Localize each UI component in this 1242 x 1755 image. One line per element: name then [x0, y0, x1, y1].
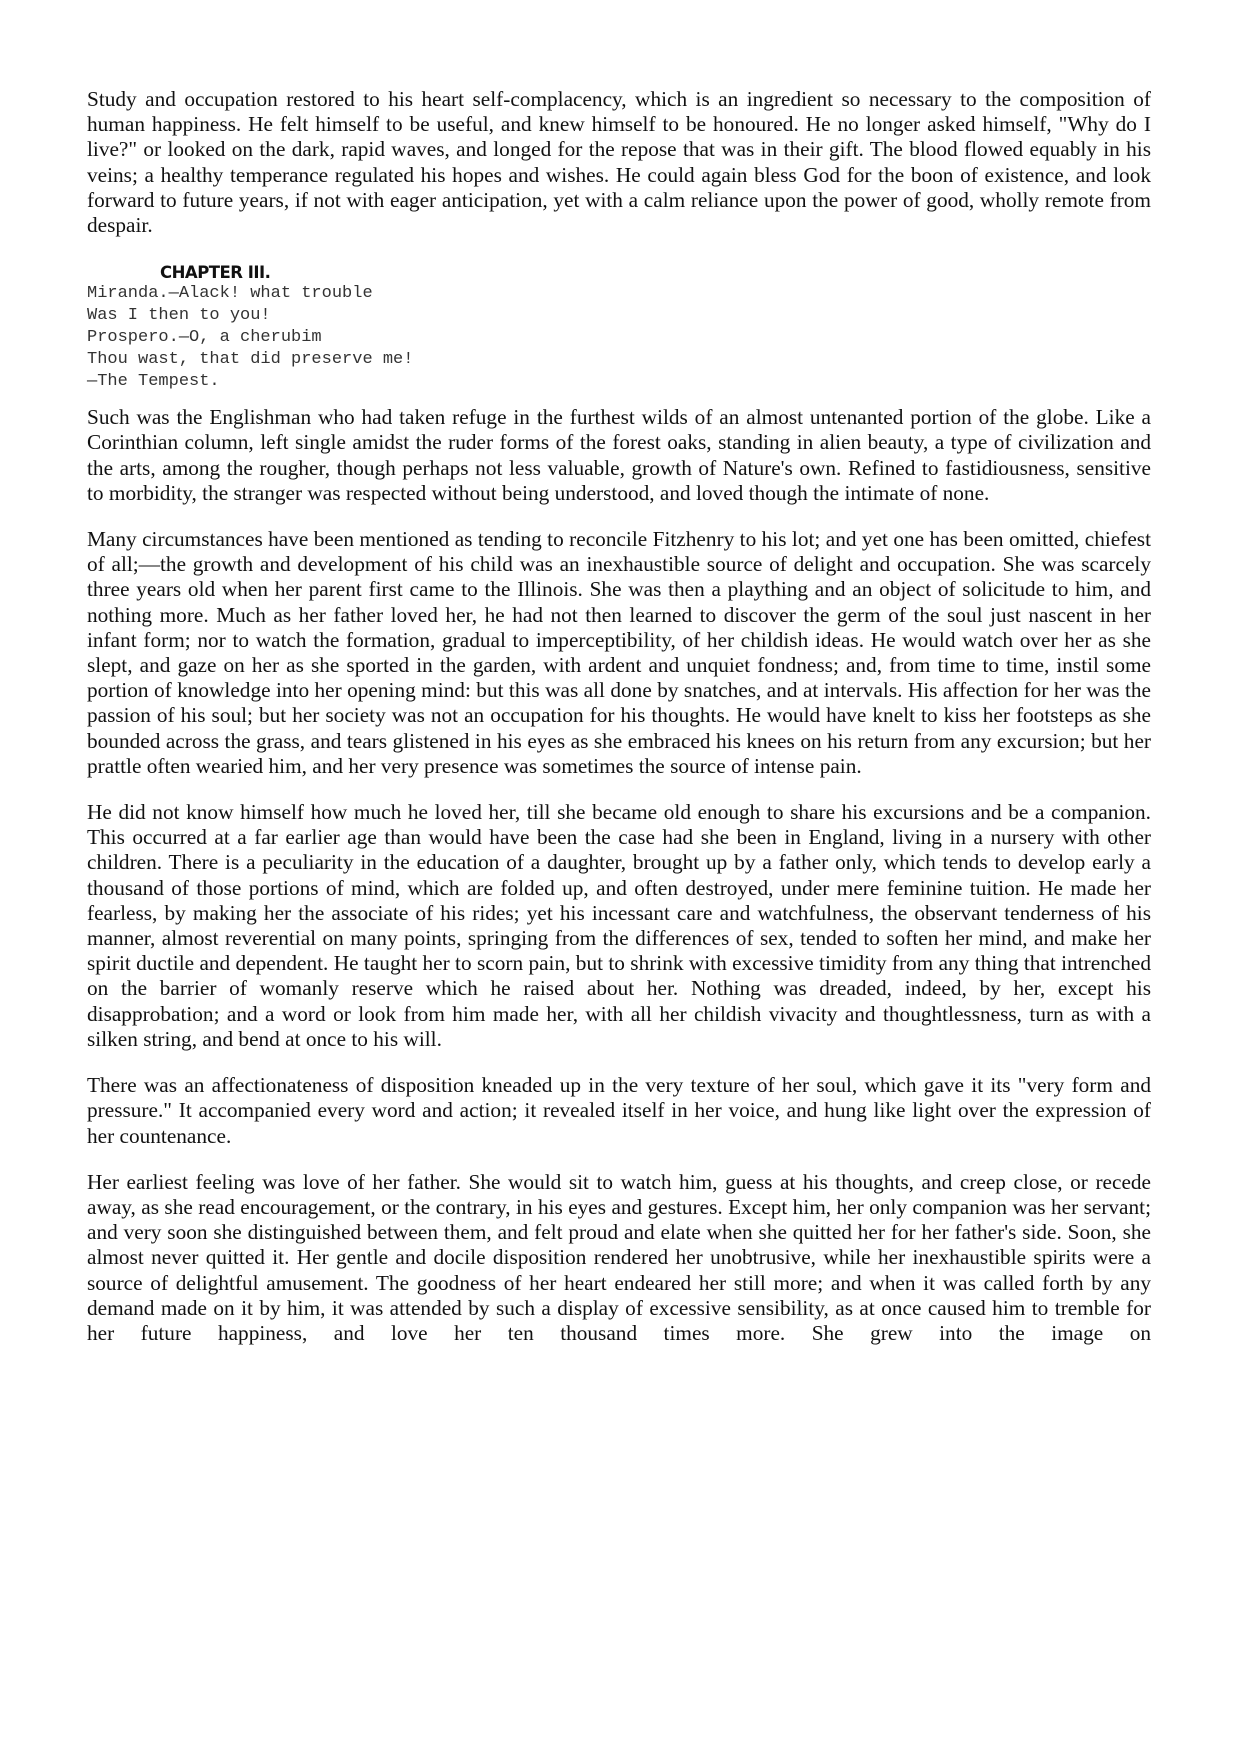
document-page [87, 87, 1151, 1367]
epigraph-line: Miranda.—Alack! what trouble [87, 284, 373, 304]
paragraph: Such was the Englishman who had taken refuge in the furthest wilds of an almost untenanted portion of the globe. Like a Corinthian column, left single amidst the ruder forms of the forest oaks, standing in alien beauty, a type of civilization and the arts, among the rougher, though perhaps not less valuable, growth of Nature's own. Refined to fastidiousness, sensitive to morbidity, the stranger was respected without being understood, and loved though the intimate of none. [87, 405, 1151, 505]
chapter-heading: CHAPTER III. [160, 263, 271, 283]
epigraph [87, 283, 1151, 393]
paragraph: There was an affectionateness of disposition kneaded up in the very texture of her soul, which gave it its "very form and pressure." It accompanied every word and action; it revealed itself in her voice, and hung like light over the expression of her countenance. [87, 1073, 1151, 1148]
epigraph-line: Thou wast, that did preserve me! [87, 350, 414, 370]
paragraph: Many circumstances have been mentioned as tending to reconcile Fitzhenry to his lot; and yet one has been omitted, chiefest of all;—the growth and development of his child was an inexhaustible source of delight and occupation. She was scarcely three years old when her parent first came to the Illinois. She was then a plaything and an object of solicitude to him, and nothing more. Much as her father loved her, he had not then learned to discover the germ of the soul just nascent in her infant form; nor to watch the formation, gradual to imperceptibility, of her childish ideas. He would watch over her as she slept, and gaze on her as she sported in the garden, with ardent and unquiet fondness; and, from time to time, instil some portion of knowledge into her opening mind: but this was all done by snatches, and at intervals. His affection for her was the passion of his soul; but her society was not an occupation for his thoughts. He would have knelt to kiss her footsteps as she bounded across the grass, and tears glistened in his eyes as she embraced his knees on his return from any excursion; but her prattle often wearied him, and her very presence was sometimes the source of intense pain. [87, 527, 1151, 778]
epigraph-attribution: —The Tempest. [87, 372, 220, 392]
paragraph: Study and occupation restored to his heart self-complacency, which is an ingredient so necessary to the composition of human happiness. He felt himself to be useful, and knew himself to be honoured. He no longer asked himself, "Why do I live?" or looked on the dark, rapid waves, and longed for the repose that was in their gift. The blood flowed equably in his veins; a healthy temperance regulated his hopes and wishes. He could again bless God for the boon of existence, and look forward to future years, if not with eager anticipation, yet with a calm reliance upon the power of good, wholly remote from despair. [87, 87, 1151, 238]
paragraph: He did not know himself how much he loved her, till she became old enough to share his excursions and be a companion. This occurred at a far earlier age than would have been the case had she been in England, living in a nursery with other children. There is a peculiarity in the education of a daughter, brought up by a father only, which tends to develop early a thousand of those portions of mind, which are folded up, and often destroyed, under mere feminine tuition. He made her fearless, by making her the associate of his rides; yet his incessant care and watchfulness, the observant tenderness of his manner, almost reverential on many points, springing from the differences of sex, tended to soften her mind, and make her spirit ductile and dependent. He taught her to scorn pain, but to shrink with excessive timidity from any thing that intrenched on the barrier of womanly reserve which he raised about her. Nothing was dreaded, indeed, by her, except his disapprobation; and a word or look from him made her, with all her childish vivacity and thoughtlessness, turn as with a silken string, and bend at once to his will. [87, 800, 1151, 1051]
epigraph-line: Prospero.—O, a cherubim [87, 328, 322, 348]
epigraph-line: Was I then to you! [87, 306, 271, 326]
paragraph: Her earliest feeling was love of her father. She would sit to watch him, guess at his thoughts, and creep close, or recede away, as she read encouragement, or the contrary, in his eyes and gestures. Except him, her only companion was her servant; and very soon she distinguished between them, and felt proud and elate when she quitted her for her father's side. Soon, she almost never quitted it. Her gentle and docile disposition rendered her unobtrusive, while her inexhaustible spirits were a source of delightful amusement. The goodness of her heart endeared her still more; and when it was called forth by any demand made on it by him, it was attended by such a display of excessive sensibility, as at once caused him to tremble for her future happiness, and love her ten thousand times more. She grew into the image on [87, 1169, 1151, 1345]
